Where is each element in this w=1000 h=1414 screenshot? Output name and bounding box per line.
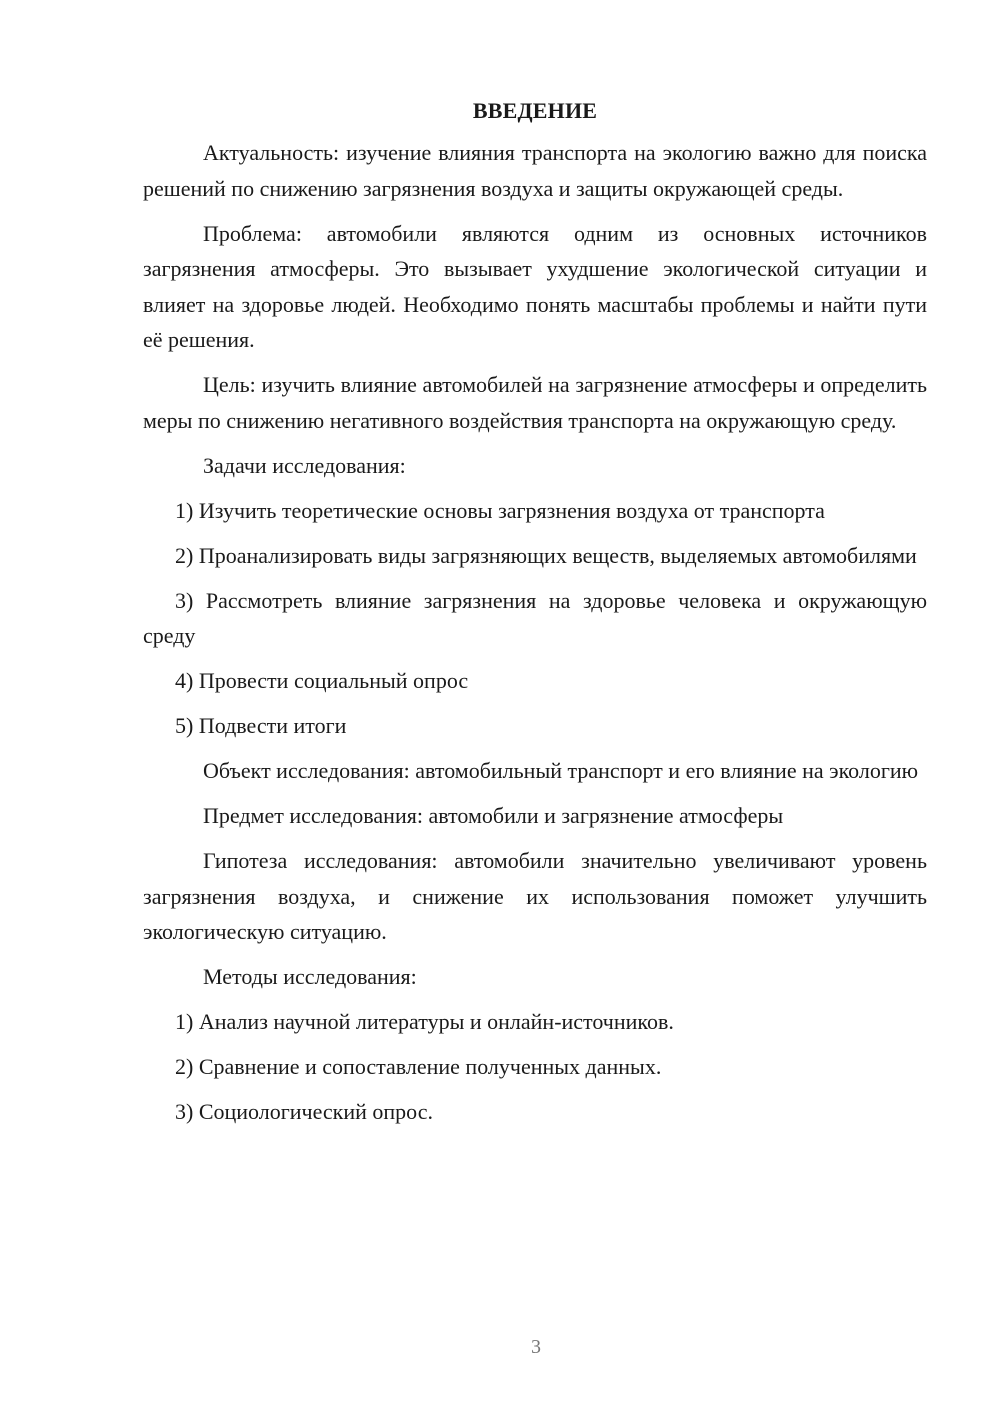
method-item-1: 1) Анализ научной литературы и онлайн-источников. [175,1009,674,1034]
paragraph-tasks-heading: Задачи исследования: [203,452,406,478]
task-item-2: 2) Проанализировать виды загрязняющих веществ, выделяемых автомобилями [175,542,917,568]
section-title: ВВЕДЕНИЕ [472,98,598,123]
task-item-5: 5) Подвести итоги [175,713,347,738]
paragraph-goal: Цель: изучить влияние автомобилей на загрязнение атмосферы и определить меры по снижению негативного воздействия транспорта на окружающую среду. [143,372,927,433]
paragraph-problem: Проблема: автомобили являются одним из основных источников загрязнения атмосферы. Это вызывает ухудшение экологической ситуации и влияет на здоровье людей. Необходимо понять масштабы проблемы и найти пути её решения. [143,220,927,352]
method-item-2: 2) Сравнение и сопоставление полученных данных. [175,1054,662,1079]
task-item-1: 1) Изучить теоретические основы загрязнения воздуха от транспорта [175,497,825,523]
method-item-3: 3) Социологический опрос. [175,1099,433,1124]
paragraph-relevance: Актуальность: изучение влияния транспорта на экологию важно для поиска решений по снижению загрязнения воздуха и защиты окружающей среды. [143,140,927,201]
paragraph-methods-heading: Методы исследования: [203,964,417,989]
page-content [143,94,927,1139]
task-item-4: 4) Провести социальный опрос [175,668,469,693]
paragraph-hypothesis: Гипотеза исследования: автомобили значительно увеличивают уровень загрязнения воздуха, и снижение их использования поможет улучшить экологическую ситуацию. [143,848,927,944]
paragraph-object: Объект исследования: автомобильный транспорт и его влияние на экологию [203,758,919,783]
task-item-3: 3) Рассмотреть влияние загрязнения на здоровье человека и окружающую среду [143,587,927,648]
page-number: 3 [531,1336,541,1358]
paragraph-subject: Предмет исследования: автомобили и загрязнение атмосферы [203,803,784,828]
